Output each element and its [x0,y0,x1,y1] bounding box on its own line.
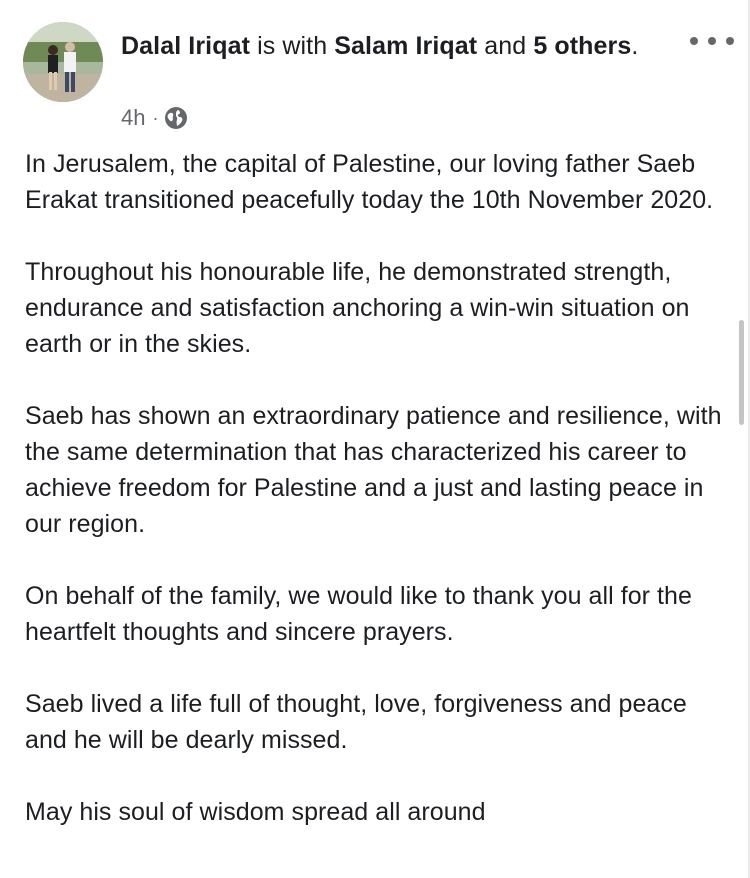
more-dot [690,37,698,45]
globe-icon[interactable] [164,106,188,130]
post-paragraph: Saeb has shown an extraordinary patience and resilience, with the same determination that has characterized his career to achieve freedom for Palestine and a just and lasting peace in our region. [25,402,722,538]
header-period: . [631,32,639,60]
with-text: is with [250,32,335,60]
scrollbar[interactable] [739,320,744,425]
more-options-button[interactable] [690,30,734,52]
and-text: and [477,32,534,60]
tagged-others[interactable]: 5 others [533,32,632,60]
post-paragraph: May his soul of wisdom spread all around [25,798,486,826]
post-paragraph: Throughout his honourable life, he demonstrated strength, endurance and satisfaction anchoring a win-win situation on earth or in the skies. [25,258,690,358]
post-paragraph: In Jerusalem, the capital of Palestine, our loving father Saeb Erakat transitioned peacefully today the 10th November 2020. [25,150,714,214]
post-body [25,146,731,866]
avatar[interactable] [23,22,103,102]
post-timestamp[interactable]: 4h [121,105,146,130]
post-paragraph: Saeb lived a life full of thought, love, forgiveness and peace and he will be dearly missed. [25,690,687,754]
post-paragraph: On behalf of the family, we would like to thank you all for the heartfelt thoughts and sincere prayers. [25,582,692,646]
post-header [121,28,641,64]
avatar-photo [23,22,103,102]
tagged-person[interactable]: Salam Iriqat [334,32,478,60]
post-meta [121,103,188,133]
more-dot [708,37,716,45]
author-name[interactable]: Dalal Iriqat [121,32,251,60]
meta-separator: · [152,107,159,128]
more-dot [726,37,734,45]
